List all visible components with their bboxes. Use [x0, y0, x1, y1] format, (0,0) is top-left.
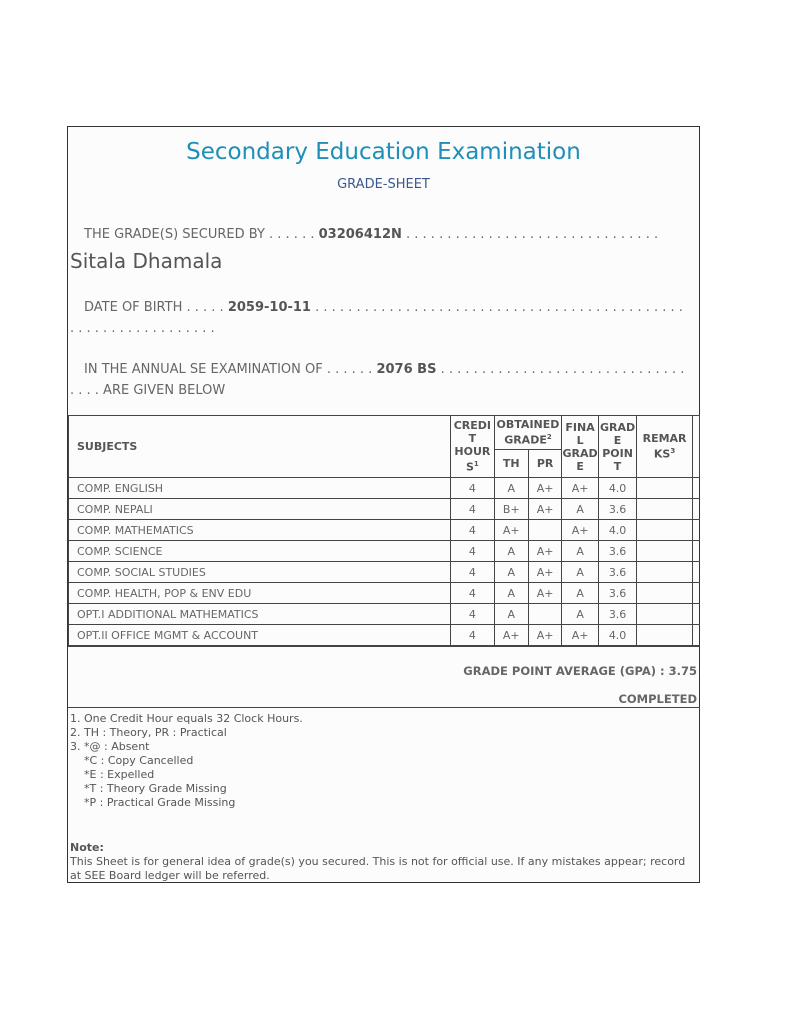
cell-credit: 4 — [451, 541, 494, 562]
cell-pr — [528, 520, 561, 541]
table-row — [69, 604, 700, 625]
exam-title: Secondary Education Examination — [186, 139, 581, 165]
gpa-value: GRADE POINT AVERAGE (GPA) : 3.75 — [463, 664, 697, 678]
footnotes — [70, 712, 303, 810]
cell-subject: COMP. NEPALI — [69, 499, 451, 520]
cell-remarks — [637, 604, 693, 625]
cell-gp: 4.0 — [598, 478, 636, 499]
cell-credit: 4 — [451, 562, 494, 583]
exam-label: IN THE ANNUAL SE EXAMINATION OF . . . . . . — [84, 362, 373, 377]
table-edge — [692, 541, 699, 562]
cell-final: A — [562, 562, 599, 583]
secured-by-line — [84, 227, 658, 242]
cell-gp: 4.0 — [598, 625, 636, 646]
cell-subject: COMP. MATHEMATICS — [69, 520, 451, 541]
cell-subject: COMP. HEALTH, POP & ENV EDU — [69, 583, 451, 604]
table-edge — [692, 416, 699, 478]
cell-gp: 3.6 — [598, 562, 636, 583]
remarks-sup: 3 — [670, 447, 676, 456]
th-header: TH — [494, 450, 528, 478]
dob-label: DATE OF BIRTH . . . . . — [84, 300, 224, 315]
cell-remarks — [637, 478, 693, 499]
table-row — [69, 583, 700, 604]
footnote-4: *C : Copy Cancelled — [84, 754, 194, 767]
cell-remarks — [637, 562, 693, 583]
footnote-3: 3. *@ : Absent — [70, 740, 150, 753]
obtained-grade-header-text: OBTAINED GRADE — [496, 418, 560, 447]
result-status: COMPLETED — [618, 692, 697, 706]
cell-final: A — [562, 541, 599, 562]
exam-dots: . . . . . . . . . . . . . . . . . . . . . . . . . . . . . . — [440, 362, 685, 377]
cell-th: A+ — [494, 520, 528, 541]
cell-subject: OPT.I ADDITIONAL MATHEMATICS — [69, 604, 451, 625]
given-below-line: . . . . ARE GIVEN BELOW — [70, 383, 226, 398]
cell-pr: A+ — [528, 499, 561, 520]
table-edge — [692, 562, 699, 583]
table-row — [69, 478, 700, 499]
secured-by-label: THE GRADE(S) SECURED BY . . . . . . — [84, 227, 315, 242]
table-row — [69, 520, 700, 541]
cell-pr: A+ — [528, 583, 561, 604]
cell-th: A — [494, 604, 528, 625]
note-heading: Note: — [70, 841, 104, 854]
cell-subject: OPT.II OFFICE MGMT & ACCOUNT — [69, 625, 451, 646]
cell-final: A — [562, 604, 599, 625]
exam-line — [84, 362, 684, 377]
table-edge — [692, 604, 699, 625]
cell-credit: 4 — [451, 499, 494, 520]
cell-remarks — [637, 520, 693, 541]
cell-gp: 4.0 — [598, 520, 636, 541]
cell-th: A+ — [494, 625, 528, 646]
sheet-subtitle: GRADE-SHEET — [337, 177, 430, 192]
remarks-header — [637, 416, 693, 478]
cell-pr: A+ — [528, 541, 561, 562]
cell-remarks — [637, 541, 693, 562]
cell-credit: 4 — [451, 520, 494, 541]
date-of-birth: 2059-10-11 — [227, 300, 311, 315]
table-row — [69, 625, 700, 646]
cell-th: B+ — [494, 499, 528, 520]
cell-gp: 3.6 — [598, 499, 636, 520]
cell-pr: A+ — [528, 625, 561, 646]
cell-credit: 4 — [451, 583, 494, 604]
footnote-6: *T : Theory Grade Missing — [84, 782, 227, 795]
cell-th: A — [494, 541, 528, 562]
cell-th: A — [494, 562, 528, 583]
grade-sheet — [67, 126, 700, 883]
cell-gp: 3.6 — [598, 604, 636, 625]
footnote-7: *P : Practical Grade Missing — [84, 796, 236, 809]
exam-year: 2076 BS — [376, 362, 437, 377]
cell-subject: COMP. SOCIAL STUDIES — [69, 562, 451, 583]
cell-credit: 4 — [451, 478, 494, 499]
cell-credit: 4 — [451, 604, 494, 625]
cell-gp: 3.6 — [598, 583, 636, 604]
cell-final: A — [562, 583, 599, 604]
cell-pr: A+ — [528, 478, 561, 499]
cell-credit: 4 — [451, 625, 494, 646]
grade-point-header: GRAD E POIN T — [598, 416, 636, 478]
dob-dots-line: . . . . . . . . . . . . . . . . . . — [70, 321, 215, 336]
obtained-grade-header — [494, 416, 562, 450]
gpa-section — [68, 646, 700, 708]
table-row — [69, 541, 700, 562]
cell-pr — [528, 604, 561, 625]
grades-table — [68, 415, 700, 646]
remarks-header-text: REMAR KS — [642, 432, 687, 461]
student-name: Sitala Dhamala — [70, 249, 223, 273]
cell-final: A+ — [562, 625, 599, 646]
obtained-grade-sup: 2 — [546, 433, 552, 442]
cell-gp: 3.6 — [598, 541, 636, 562]
cell-subject: COMP. SCIENCE — [69, 541, 451, 562]
cell-final: A — [562, 499, 599, 520]
subjects-header: SUBJECTS — [69, 416, 451, 478]
table-edge — [692, 583, 699, 604]
table-edge — [692, 520, 699, 541]
credit-hours-header — [451, 416, 494, 478]
cell-th: A — [494, 583, 528, 604]
footnote-5: *E : Expelled — [84, 768, 155, 781]
cell-pr: A+ — [528, 562, 561, 583]
cell-final: A+ — [562, 520, 599, 541]
dob-line — [84, 300, 683, 315]
cell-remarks — [637, 625, 693, 646]
cell-subject: COMP. ENGLISH — [69, 478, 451, 499]
credit-hours-sup: 1 — [473, 460, 479, 469]
cell-final: A+ — [562, 478, 599, 499]
note-text: This Sheet is for general idea of grade(s) you secured. This is not for official use. If any mistakes appear; record at SEE Board ledger will be referred. — [70, 855, 686, 882]
table-edge — [692, 625, 699, 646]
table-edge — [692, 478, 699, 499]
table-row — [69, 562, 700, 583]
table-edge — [692, 499, 699, 520]
footnote-1: 1. One Credit Hour equals 32 Clock Hours. — [70, 712, 303, 725]
footnote-2: 2. TH : Theory, PR : Practical — [70, 726, 227, 739]
final-grade-header: FINA L GRAD E — [562, 416, 599, 478]
table-row — [69, 499, 700, 520]
pr-header: PR — [528, 450, 561, 478]
dob-dots: . . . . . . . . . . . . . . . . . . . . . . . . . . . . . . . . . . . . . . . . . . . . . — [315, 300, 683, 315]
cell-remarks — [637, 583, 693, 604]
cell-remarks — [637, 499, 693, 520]
symbol-number: 03206412N — [318, 227, 402, 242]
credit-hours-header-text: CREDI T HOUR S — [453, 419, 492, 474]
secured-by-dots: . . . . . . . . . . . . . . . . . . . . . . . . . . . . . . . — [406, 227, 659, 242]
cell-th: A — [494, 478, 528, 499]
